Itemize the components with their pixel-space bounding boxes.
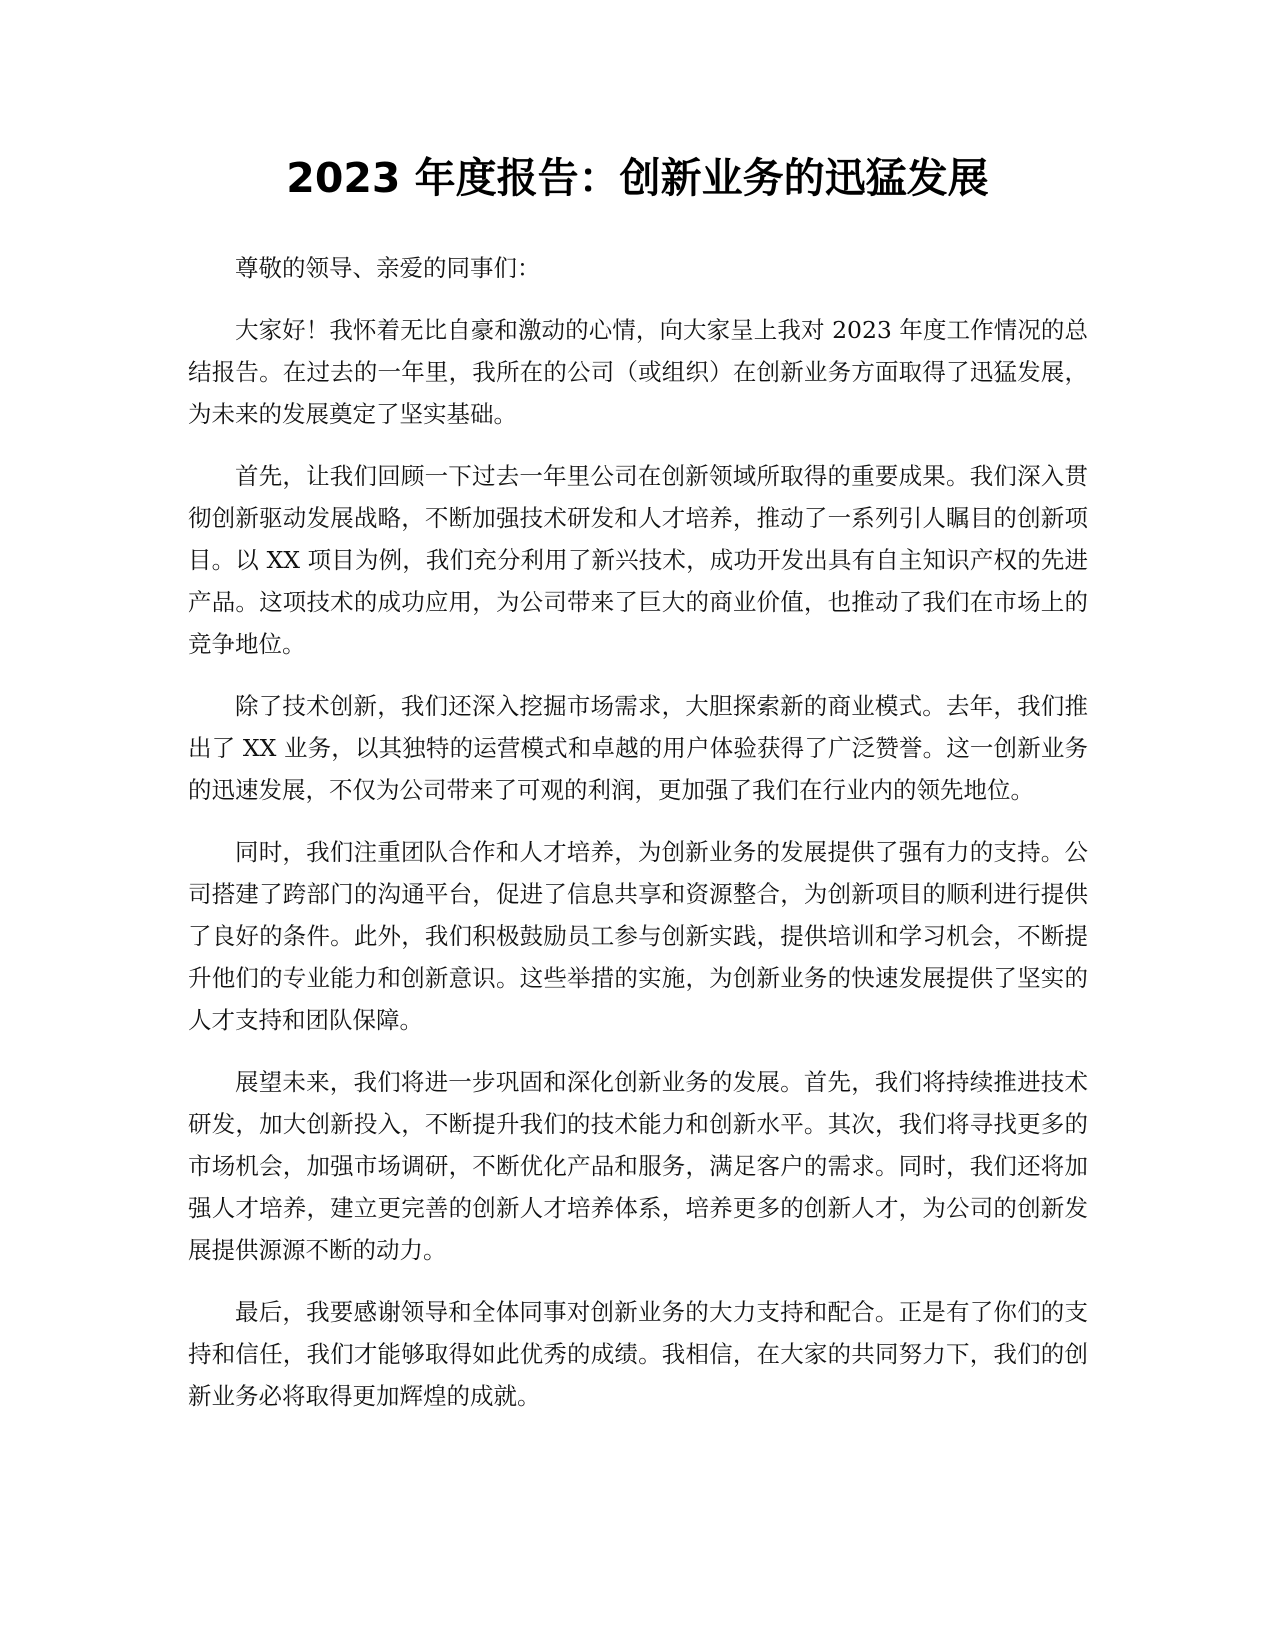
document-title: 2023 年度报告：创新业务的迅猛发展 xyxy=(286,154,989,202)
body-paragraph: 大家好！我怀着无比自豪和激动的心情，向大家呈上我对 2023 年度工作情况的总结报告。在过去的一年里，我所在的公司（或组织）在创新业务方面取得了迅猛发展，为未来的发展奠定了坚实基础。 xyxy=(188,316,1088,428)
body-paragraph: 展望未来，我们将进一步巩固和深化创新业务的发展。首先，我们将持续推进技术研发，加大创新投入，不断提升我们的技术能力和创新水平。其次，我们将寻找更多的市场机会，加强市场调研，不断优化产品和服务，满足客户的需求。同时，我们还将加强人才培养，建立更完善的创新人才培养体系，培养更多的创新人才，为公司的创新发展提供源源不断的动力。 xyxy=(188,1068,1088,1264)
body-paragraph: 首先，让我们回顾一下过去一年里公司在创新领域所取得的重要成果。我们深入贯彻创新驱动发展战略，不断加强技术研发和人才培养，推动了一系列引人瞩目的创新项目。以 XX 项目为例，我们充分利用了新兴技术，成功开发出具有自主知识产权的先进产品。这项技术的成功应用，为公司带来了巨大的商业价值，也推动了我们在市场上的竞争地位。 xyxy=(188,462,1088,658)
greeting-paragraph: 尊敬的领导、亲爱的同事们： xyxy=(235,254,541,282)
document-body xyxy=(188,247,1088,1437)
body-paragraph: 最后，我要感谢领导和全体同事对创新业务的大力支持和配合。正是有了你们的支持和信任，我们才能够取得如此优秀的成绩。我相信，在大家的共同努力下，我们的创新业务必将取得更加辉煌的成就。 xyxy=(188,1298,1088,1410)
body-paragraph: 除了技术创新，我们还深入挖掘市场需求，大胆探索新的商业模式。去年，我们推出了 XX 业务，以其独特的运营模式和卓越的用户体验获得了广泛赞誉。这一创新业务的迅速发展，不仅为公司带来了可观的利润，更加强了我们在行业内的领先地位。 xyxy=(188,692,1088,804)
body-paragraph: 同时，我们注重团队合作和人才培养，为创新业务的发展提供了强有力的支持。公司搭建了跨部门的沟通平台，促进了信息共享和资源整合，为创新项目的顺利进行提供了良好的条件。此外，我们积极鼓励员工参与创新实践，提供培训和学习机会，不断提升他们的专业能力和创新意识。这些举措的实施，为创新业务的快速发展提供了坚实的人才支持和团队保障。 xyxy=(188,838,1088,1034)
